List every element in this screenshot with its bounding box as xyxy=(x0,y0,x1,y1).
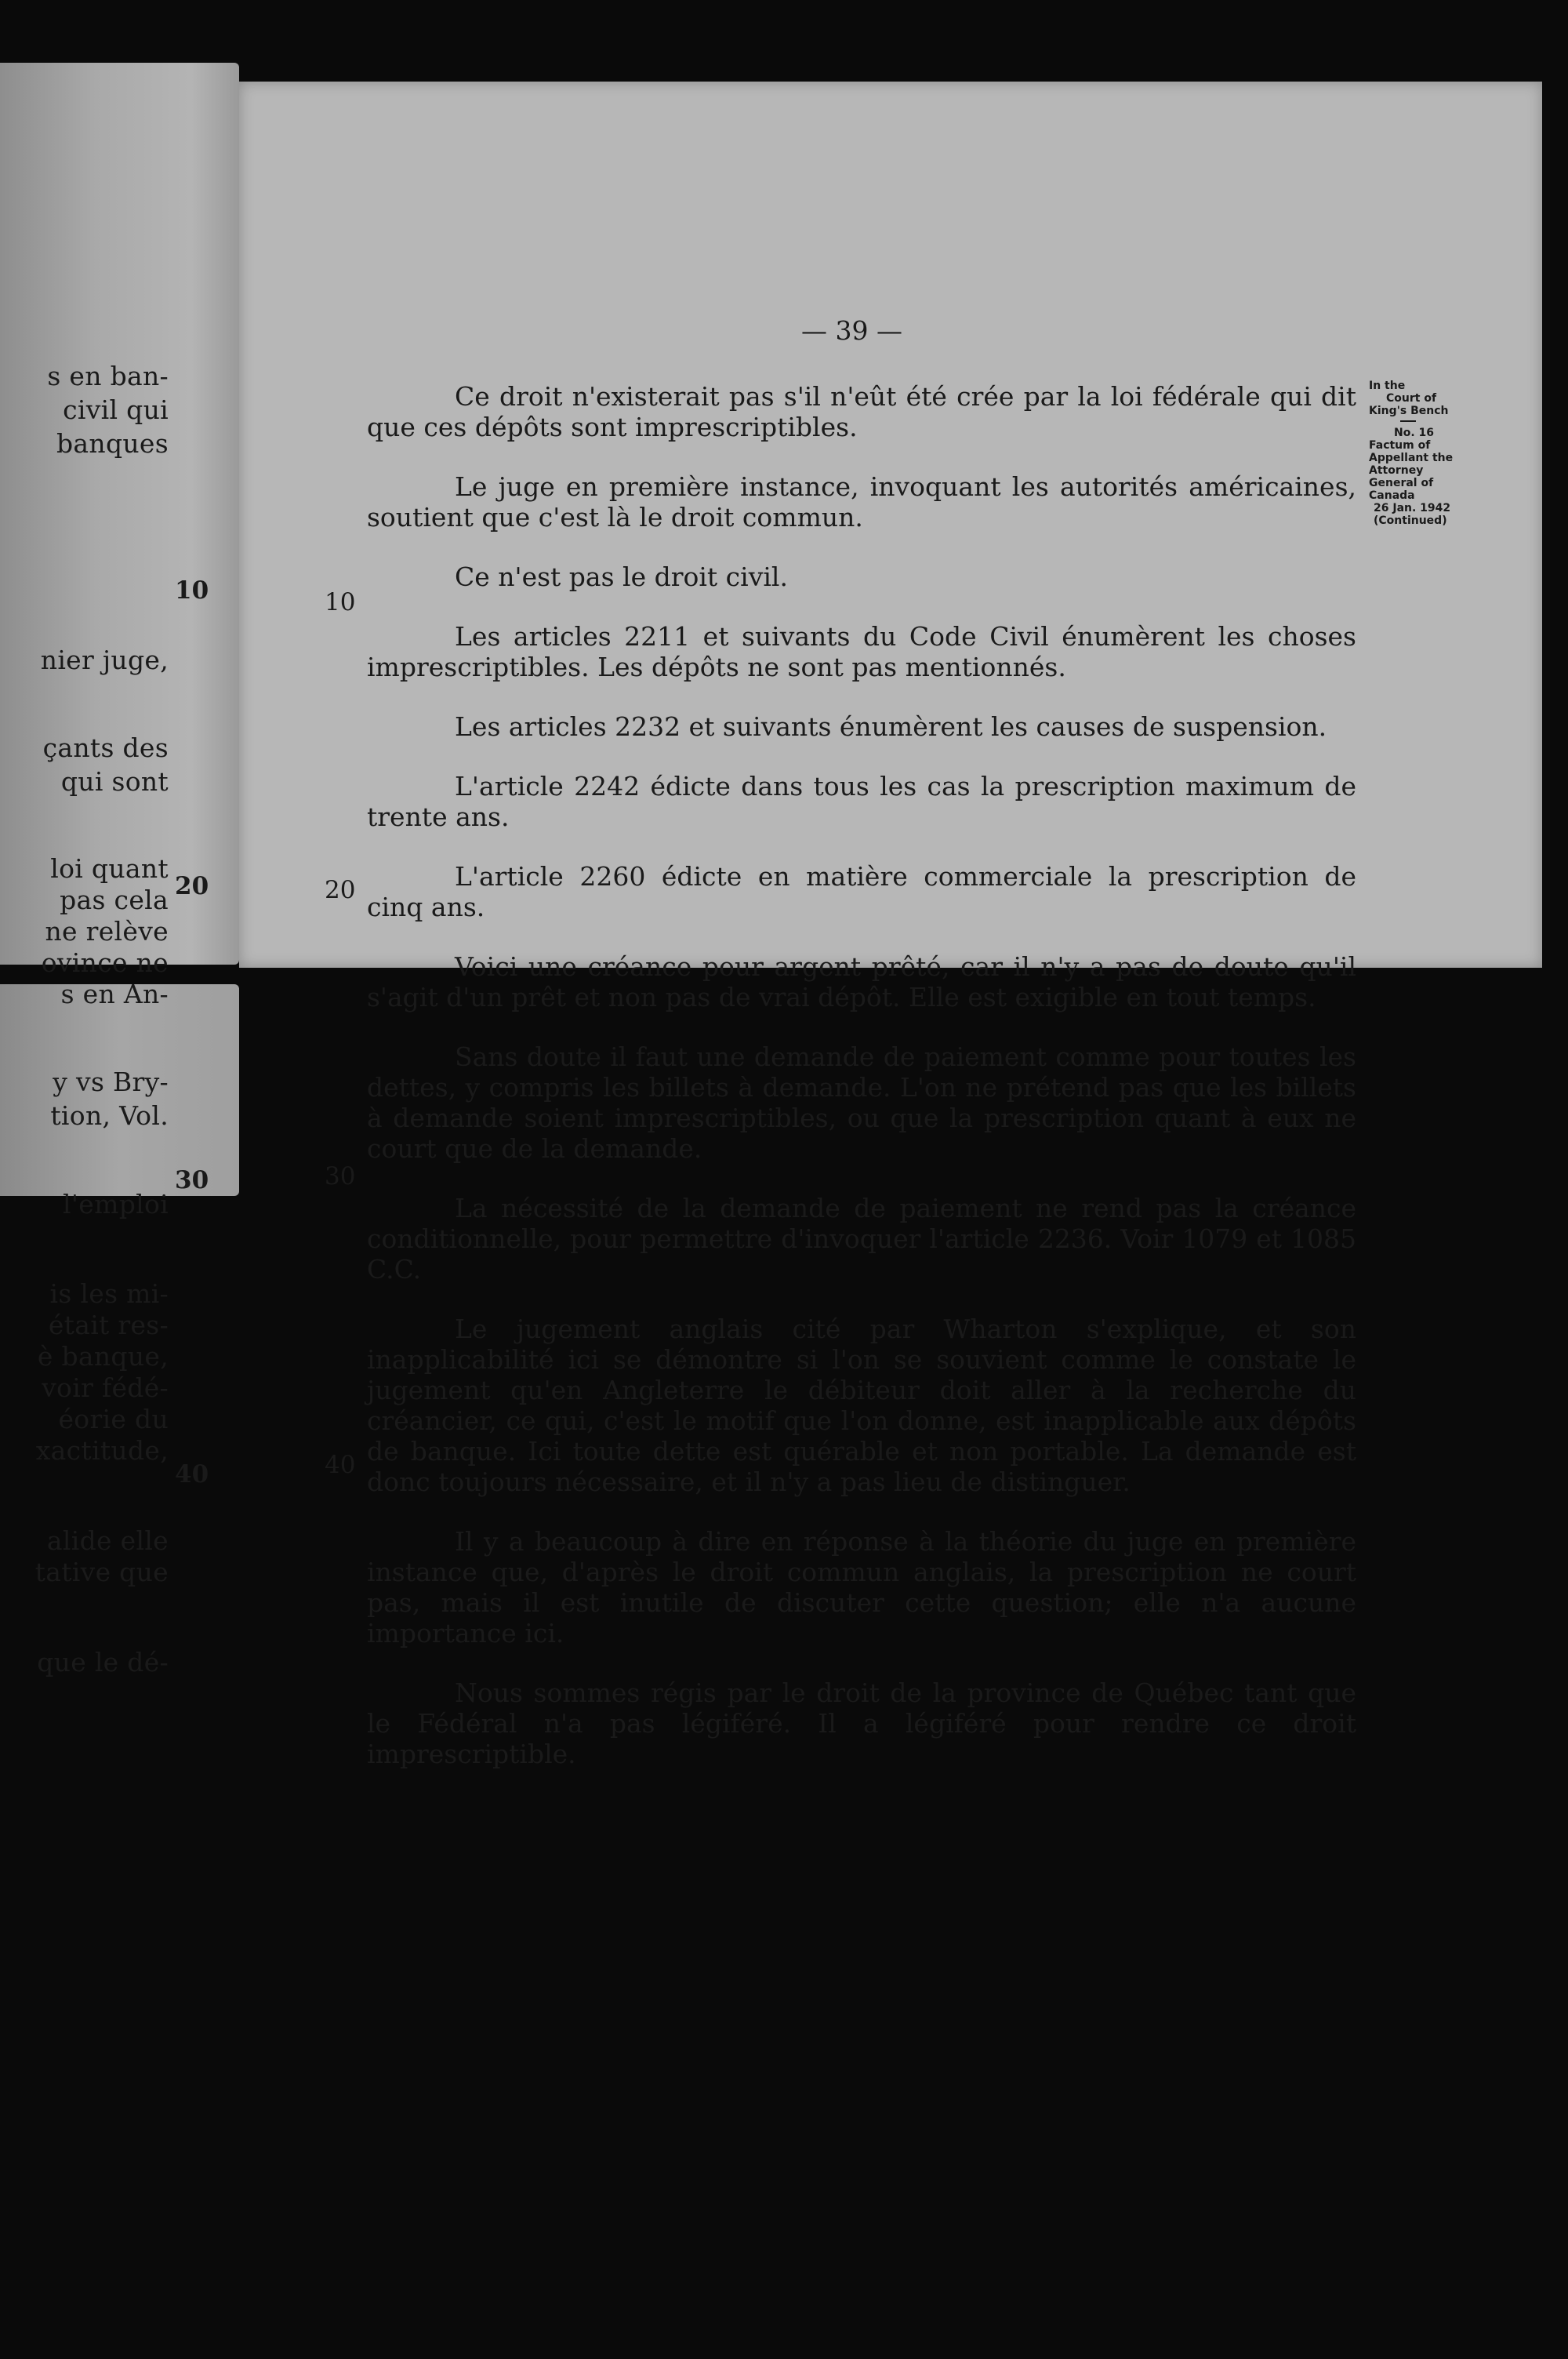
margin-line-number-40: 40 xyxy=(325,1451,356,1479)
left-page-line: que le dé- xyxy=(37,1647,169,1677)
left-page-line: loi quant xyxy=(50,853,169,884)
sidenote-attorney: Attorney xyxy=(1369,464,1424,477)
left-page-line: voir fédé- xyxy=(42,1372,169,1403)
sidenote-appellant: Appellant the xyxy=(1369,452,1454,464)
left-page-line: s en ban- xyxy=(47,361,169,391)
paragraph-6: L'article 2242 édicte dans tous les cas la prescription maximum de trente ans. xyxy=(367,771,1356,832)
margin-line-number-20: 20 xyxy=(325,876,356,904)
left-line-number-40: 40 xyxy=(175,1460,209,1488)
margin-line-number-30: 30 xyxy=(325,1162,356,1190)
left-page-line: xactitude, xyxy=(35,1435,169,1466)
sidenote-number: No. 16 xyxy=(1394,427,1435,439)
left-page-line: ovince ne xyxy=(41,947,169,978)
left-page-line: l'emploi xyxy=(63,1189,169,1219)
sidenote-canada: Canada xyxy=(1369,489,1415,502)
body-text xyxy=(367,381,1356,1798)
paragraph-9: Sans doute il faut une demande de paiement comme pour toutes les dettes, y compris les billets à demande. L'on ne prétend pas que les billets à demande soient imprescriptibles, ou que la prescription quant à eux ne court que de la demande. xyxy=(367,1041,1356,1164)
paragraph-3: Ce n'est pas le droit civil. xyxy=(455,562,788,592)
left-page-line: civil qui xyxy=(63,394,169,425)
paragraph-4: Les articles 2211 et suivants du Code Civil énumèrent les choses imprescriptibles. Les dépôts ne sont pas mentionnés. xyxy=(367,621,1356,682)
left-page-line: tative que xyxy=(34,1557,169,1587)
paragraph-5: Les articles 2232 et suivants énumèrent les causes de suspension. xyxy=(455,711,1327,742)
paragraph-8: Voici une créance pour argent prêté, car il n'y a pas de doute qu'il s'agit d'un prêt et non pas de vrai dépôt. Elle est exigible en tout temps. xyxy=(367,951,1356,1012)
left-page-line: çants des xyxy=(42,732,169,763)
paragraph-11: Le jugement anglais cité par Wharton s'explique, et son inapplicabilité ici se démontre si l'on se souvient comme le constate le jugement qu'en Angleterre le débiteur doit aller à la recherche du créancier, ce qui, c'est le motif que l'on donne, est inapplicable aux dépôts de banque. Ici toute dette est quérable et non portable. La demande est donc toujours nécessaire, et il n'y a pas lieu de distinguer. xyxy=(367,1314,1356,1497)
sidenote-date: 26 Jan. 1942 xyxy=(1374,502,1451,514)
left-page-line: è banque, xyxy=(37,1341,169,1372)
left-page-line: alide elle xyxy=(46,1525,169,1556)
left-page-line: qui sont xyxy=(60,766,169,797)
paragraph-13: Nous sommes régis par le droit de la province de Québec tant que le Fédéral n'a pas légiféré. Il a légiféré pour rendre ce droit imprescriptible. xyxy=(367,1677,1356,1769)
case-sidenote xyxy=(1369,380,1486,527)
sidenote-court: Court of xyxy=(1386,392,1437,405)
paragraph-12: Il y a beaucoup à dire en réponse à la théorie du juge en première instance que, d'après le droit commun anglais, la prescription ne court pas, mais il est inutile de discuter cette question; elle n'a aucune importance ici. xyxy=(367,1526,1356,1648)
sidenote-continued: (Continued) xyxy=(1374,514,1447,527)
paragraph-10: La nécessité de la demande de paiement ne rend pas la créance conditionnelle, pour permettre d'invoquer l'article 2236. Voir 1079 et 1085 C.C. xyxy=(367,1193,1356,1285)
left-page-line: banques xyxy=(56,428,169,459)
left-line-number-10: 10 xyxy=(175,576,209,605)
left-page-line: y vs Bry- xyxy=(53,1067,169,1097)
sidenote-in-the: In the xyxy=(1369,380,1406,392)
paragraph-7: L'article 2260 édicte en matière commerciale la prescription de cinq ans. xyxy=(367,861,1356,922)
sidenote-general: General of xyxy=(1369,477,1434,489)
left-page-line: s en An- xyxy=(60,979,169,1009)
left-page-line: ne relève xyxy=(45,916,169,947)
left-page-line: éorie du xyxy=(58,1404,169,1434)
sidenote-bench: King's Bench xyxy=(1369,405,1449,417)
paragraph-1: Ce droit n'existerait pas s'il n'eût été crée par la loi fédérale qui dit que ces dépôts sont imprescriptibles. xyxy=(367,381,1356,442)
left-facing-page xyxy=(0,63,239,965)
left-page-line: était res- xyxy=(48,1310,169,1340)
left-line-number-30: 30 xyxy=(175,1166,209,1194)
left-line-number-20: 20 xyxy=(175,872,209,900)
paragraph-2: Le juge en première instance, invoquant les autorités américaines, soutient que c'est là le droit commun. xyxy=(367,471,1356,533)
left-page-line: tion, Vol. xyxy=(50,1100,169,1131)
left-page-line: is les mi- xyxy=(49,1278,169,1309)
left-page-line: pas cela xyxy=(60,885,169,915)
sidenote-divider xyxy=(1400,420,1416,422)
margin-line-number-10: 10 xyxy=(325,588,356,616)
sidenote-factum: Factum of xyxy=(1369,439,1431,452)
left-page-line: nier juge, xyxy=(40,645,169,675)
page-number: — 39 — xyxy=(801,315,902,346)
